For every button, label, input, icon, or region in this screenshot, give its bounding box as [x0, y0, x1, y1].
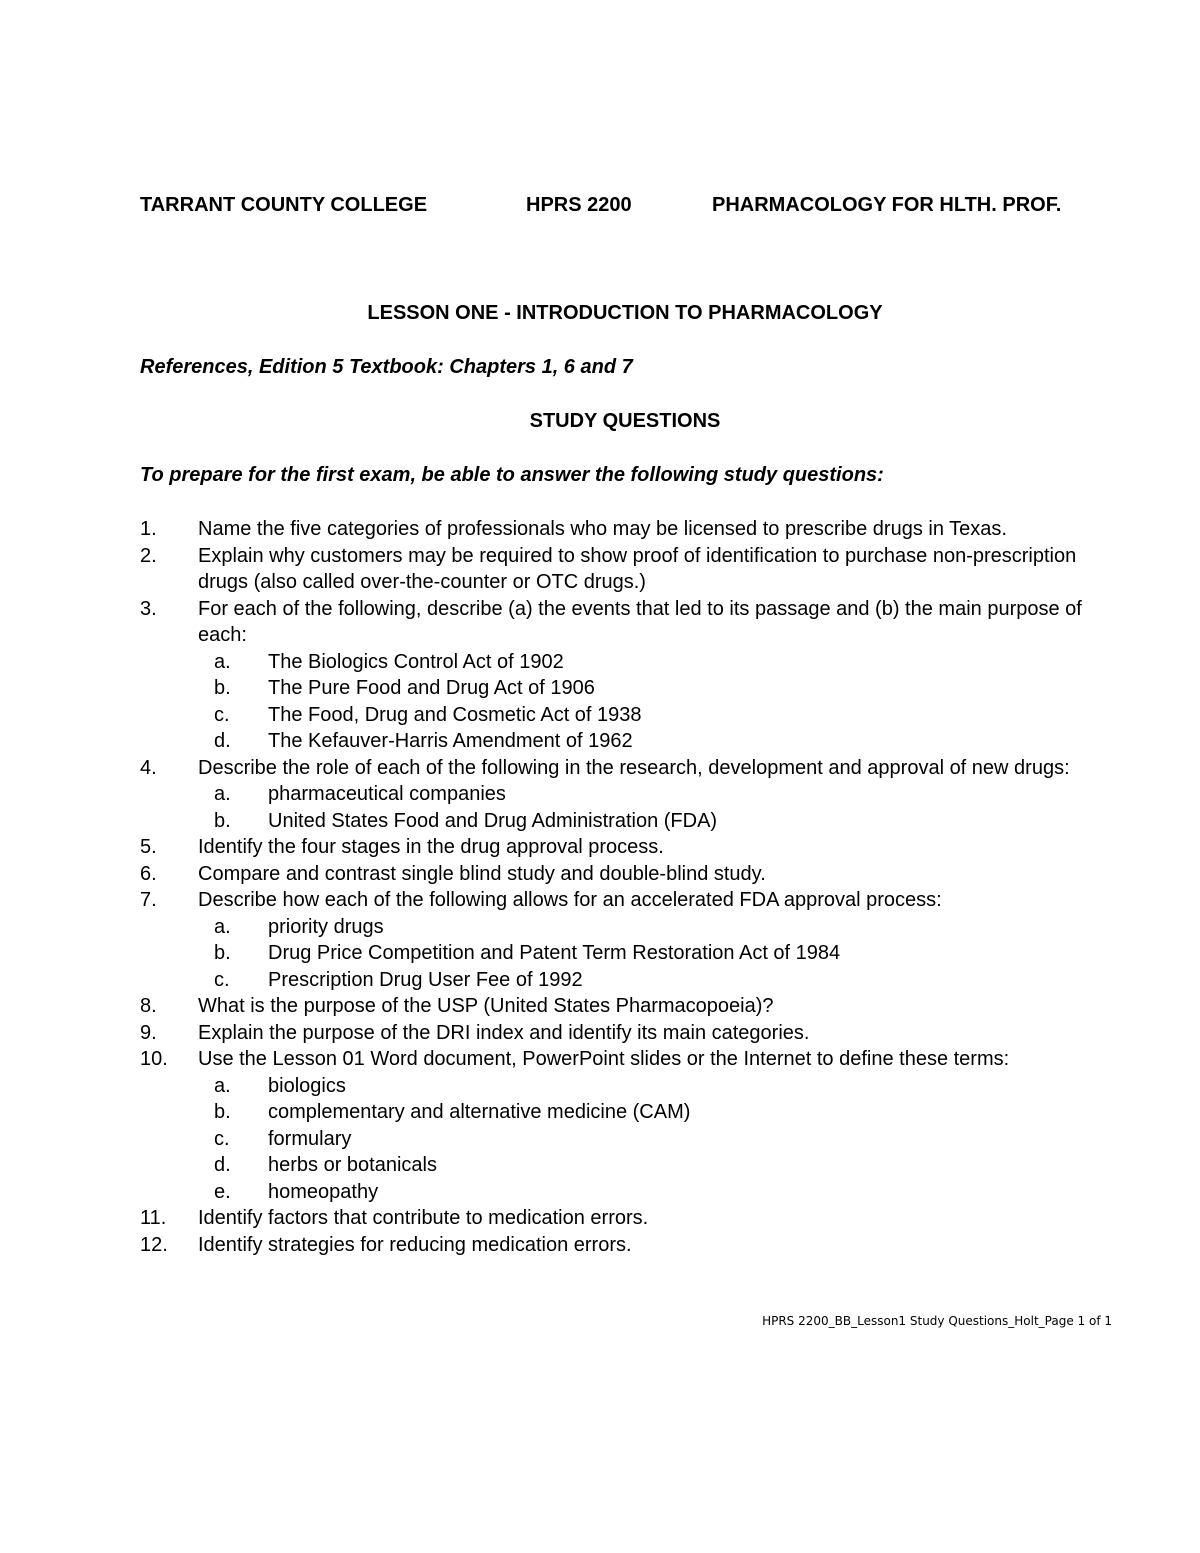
question-text: Use the Lesson 01 Word document, PowerPoint slides or the Internet to define these terms:	[198, 1048, 1010, 1070]
sub-question-item	[140, 702, 1100, 729]
sub-question-text: priority drugs	[268, 915, 384, 938]
sub-question-item	[140, 914, 1100, 941]
sub-question-item	[140, 1126, 1100, 1153]
sub-question-letter: b.	[214, 809, 231, 832]
sub-question-item	[140, 1179, 1100, 1206]
question-number: 3.	[140, 597, 157, 620]
sub-question-text: Prescription Drug User Fee of 1992	[268, 968, 583, 991]
question-item	[140, 516, 1100, 543]
question-text: Identify the four stages in the drug approval process.	[198, 836, 664, 858]
study-questions-title: STUDY QUESTIONS	[529, 410, 721, 432]
lesson-title: LESSON ONE - INTRODUCTION TO PHARMACOLOGY	[367, 302, 883, 324]
question-list	[140, 516, 1100, 1258]
sub-question-letter: c.	[214, 968, 230, 991]
sub-question-letter: a.	[214, 1074, 231, 1097]
sub-question-item	[140, 649, 1100, 676]
question-text: Explain the purpose of the DRI index and identify its main categories.	[198, 1021, 810, 1044]
sub-question-item	[140, 1073, 1100, 1100]
sub-question-text: United States Food and Drug Administration (FDA)	[268, 809, 718, 832]
references-line: References, Edition 5 Textbook: Chapters 1, 6 and 7	[140, 356, 633, 378]
sub-question-text: The Kefauver-Harris Amendment of 1962	[268, 730, 633, 752]
sub-question-item	[140, 940, 1100, 967]
sub-question-item	[140, 781, 1100, 808]
sub-question-text: homeopathy	[268, 1180, 379, 1203]
question-text: Describe the role of each of the following in the research, development and approval of new drugs:	[198, 756, 1070, 779]
question-number: 10.	[140, 1048, 168, 1070]
sub-question-letter: a.	[214, 650, 231, 673]
question-item	[140, 861, 1100, 888]
question-text: Identify factors that contribute to medication errors.	[198, 1207, 649, 1229]
page-footer: HPRS 2200_BB_Lesson1 Study Questions_Holt_Page 1 of 1	[762, 1314, 1112, 1328]
question-item	[140, 1046, 1100, 1073]
intro-instruction: To prepare for the first exam, be able to answer the following study questions:	[140, 464, 884, 486]
question-item	[140, 993, 1100, 1020]
question-number: 11.	[140, 1207, 167, 1229]
sub-question-letter: d.	[214, 1154, 231, 1176]
sub-question-text: biologics	[268, 1074, 346, 1097]
course-subject: PHARMACOLOGY FOR HLTH. PROF.	[712, 194, 1062, 216]
question-text: Name the five categories of professionals who may be licensed to prescribe drugs in Texas.	[198, 518, 1007, 540]
question-item	[140, 543, 1100, 596]
sub-question-text: Drug Price Competition and Patent Term Restoration Act of 1984	[268, 942, 841, 964]
question-item	[140, 1232, 1100, 1259]
header-row	[140, 194, 1100, 224]
question-text: What is the purpose of the USP (United States Pharmacopoeia)?	[198, 995, 774, 1017]
question-number: 6.	[140, 862, 157, 885]
question-number: 9.	[140, 1021, 157, 1044]
sub-question-item	[140, 675, 1100, 702]
sub-question-item	[140, 967, 1100, 994]
sub-question-text: complementary and alternative medicine (CAM)	[268, 1101, 691, 1123]
sub-question-letter: c.	[214, 1127, 230, 1150]
question-number: 8.	[140, 995, 157, 1017]
sub-question-text: The Biologics Control Act of 1902	[268, 650, 564, 673]
question-item	[140, 596, 1100, 649]
question-item	[140, 887, 1100, 914]
sub-question-item	[140, 1099, 1100, 1126]
question-item	[140, 755, 1100, 782]
question-text: Explain why customers may be required to show proof of identification to purchase non-prescription drugs (also called over-the-counter or OTC drugs.)	[198, 544, 1077, 593]
question-text: Compare and contrast single blind study and double-blind study.	[198, 862, 766, 885]
sub-question-letter: c.	[214, 703, 230, 726]
sub-question-letter: a.	[214, 783, 231, 805]
question-text: Describe how each of the following allows for an accelerated FDA approval process:	[198, 889, 942, 911]
question-number: 5.	[140, 836, 157, 858]
sub-question-text: formulary	[268, 1127, 352, 1150]
question-text: For each of the following, describe (a) the events that led to its passage and (b) the main purpose of each:	[198, 597, 1082, 646]
sub-question-text: The Pure Food and Drug Act of 1906	[268, 677, 595, 699]
sub-question-text: herbs or botanicals	[268, 1154, 437, 1176]
sub-question-letter: b.	[214, 942, 231, 964]
question-item	[140, 1020, 1100, 1047]
sub-question-letter: d.	[214, 730, 231, 752]
college-name: TARRANT COUNTY COLLEGE	[140, 194, 428, 216]
sub-question-item	[140, 728, 1100, 755]
sub-question-letter: b.	[214, 1101, 231, 1123]
question-text: Identify strategies for reducing medication errors.	[198, 1233, 632, 1256]
sub-question-text: pharmaceutical companies	[268, 783, 506, 805]
question-number: 2.	[140, 544, 157, 567]
question-number: 4.	[140, 756, 157, 779]
course-code: HPRS 2200	[526, 194, 632, 216]
question-item	[140, 834, 1100, 861]
sub-question-letter: e.	[214, 1180, 231, 1203]
question-number: 1.	[140, 518, 157, 540]
question-item	[140, 1205, 1100, 1232]
question-number: 12.	[140, 1233, 168, 1256]
sub-question-letter: b.	[214, 677, 231, 699]
sub-question-text: The Food, Drug and Cosmetic Act of 1938	[268, 703, 642, 726]
question-number: 7.	[140, 889, 157, 911]
sub-question-item	[140, 808, 1100, 835]
sub-question-item	[140, 1152, 1100, 1179]
sub-question-letter: a.	[214, 915, 231, 938]
